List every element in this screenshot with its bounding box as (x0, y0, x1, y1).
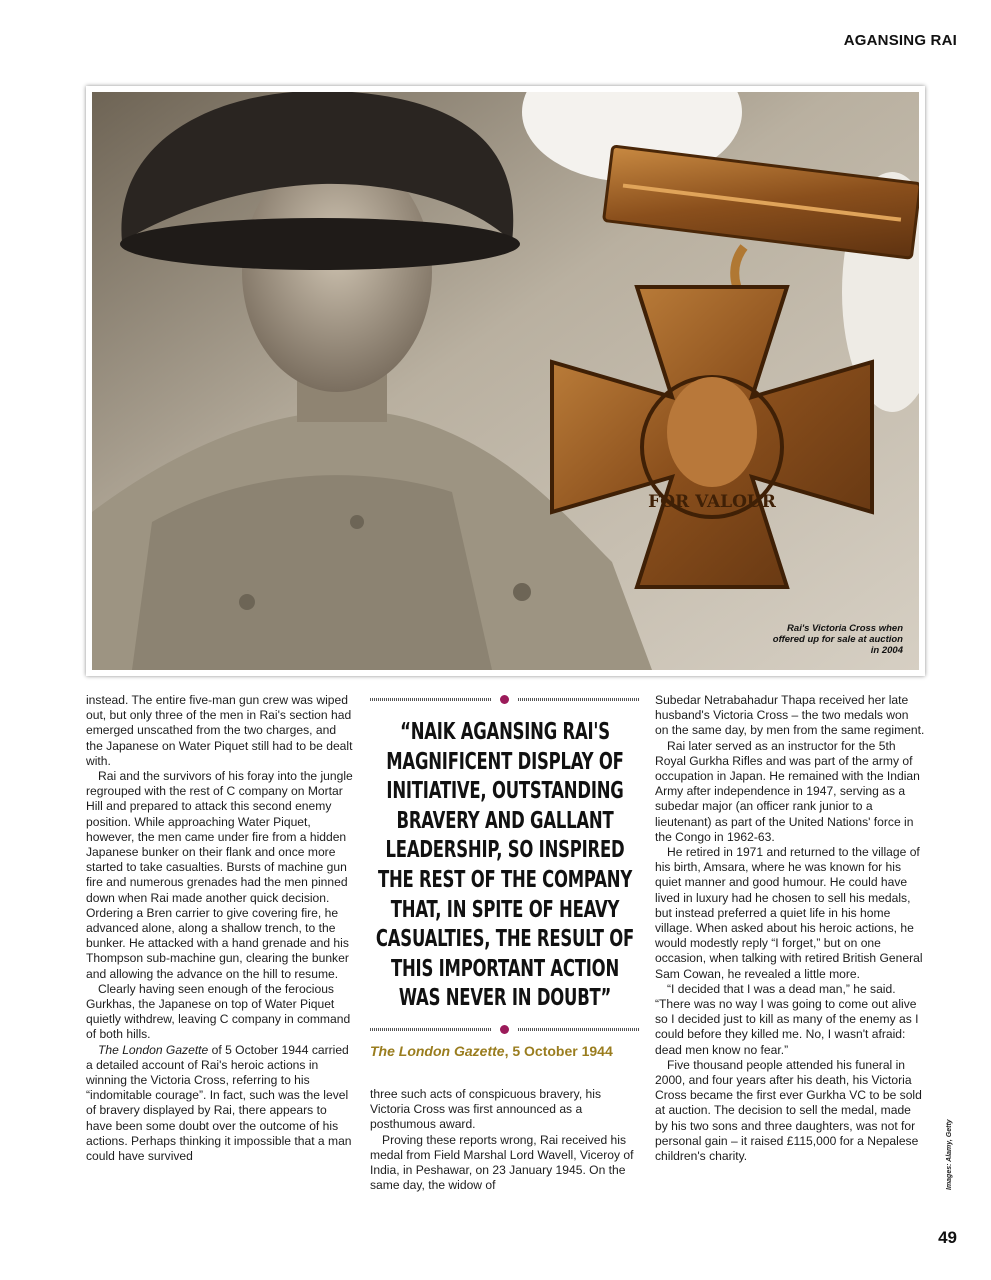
paragraph-text: of 5 October 1944 carried a detailed account of Rai's heroic actions in winning the Victoria Cross, referring to his “indomitable courage”. In fact, such was the level of bravery displayed by Rai, there appears to have been some doubt over the outcome of his actions. Perhaps thinking it impossible that a man could have survived (86, 1042, 352, 1164)
article-column-right (655, 693, 925, 1164)
page-number: 49 (938, 1228, 957, 1247)
paragraph: instead. The entire five-man gun crew was wiped out, but only three of the men in Rai's section had emerged unscathed from the two charges, and the Japanese on Water Piquet still had to be dealt with. (86, 693, 353, 768)
publication-name: The London Gazette (98, 1042, 209, 1057)
paragraph: Subedar Netrabahadur Thapa received her late husband's Victoria Cross – the two medals won on the same day, by men from the same regiment. (655, 693, 925, 738)
article-column-middle (370, 1087, 640, 1193)
source-publication: The London Gazette (370, 1042, 505, 1059)
photo-caption: Rai's Victoria Cross when offered up for sale at auction in 2004 (772, 623, 903, 656)
accent-dot-icon (500, 695, 509, 704)
pull-quote (370, 693, 640, 1059)
quote-divider-bottom (370, 1023, 640, 1035)
medal-inscription: FOR VALOUR (648, 492, 776, 512)
pull-quote-text: “NAIK AGANSING RAI'S MAGNIFICENT DISPLAY OF INITIATIVE, OUTSTANDING BRAVERY AND GALLANT LEADERSHIP, SO INSPIRED THE REST OF THE COMPANY THAT, IN SPITE OF HEAVY CASUALTIES, THE RESULT OF THIS IMPORTANT ACTION WAS NEVER IN DOUBT” (375, 717, 635, 1012)
paragraph: three such acts of conspicuous bravery, his Victoria Cross was first announced as a posthumous award. (370, 1087, 602, 1132)
paragraph (86, 1043, 354, 1165)
pull-quote-source (370, 1043, 640, 1059)
paragraph: “I decided that I was a dead man,” he said. “There was no way I was going to come out alive so I decided just to kill as many of the enemy as I could before they killed me. No, I wasn't afraid: dead men know no fear.” (655, 981, 919, 1057)
paragraph: Proving these reports wrong, Rai received his medal from Field Marshal Lord Wavell, Viceroy of India, in Peshawar, on 23 January 1945. On the same day, the widow of (370, 1132, 634, 1193)
soldier-and-medal-photo (92, 92, 919, 670)
paragraph: Five thousand people attended his funeral in 2000, and four years after his death, his Victoria Cross became the first ever Gurkha VC to be sold at auction. The decision to sell the medal, made by his two sons and three daughters, was not for personal gain – it raised £115,000 for a Nepalese children's charity. (655, 1057, 922, 1164)
image-credit: Images: Alamy, Getty (946, 1119, 953, 1190)
article-column-left (86, 693, 354, 1164)
paragraph: Rai and the survivors of his foray into the jungle regrouped with the rest of C company on Mortar Hill and prepared to attack this second enemy position. While approaching Water Piquet, however, the men came under fire from a hidden Japanese bunker on their flank and once more started to take casualties. Bursts of machine gun fire and numerous grenades had the men pinned down when Rai made another quick decision. Ordering a Bren carrier to give covering fire, he advanced alone, along a shallow trench, to the bunker. He attacked with a hand grenade and his Thompson sub-machine gun, clearing the bunker and allowing the advance on the hill to resume. (86, 769, 353, 981)
paragraph: Clearly having seen enough of the ferocious Gurkhas, the Japanese on top of Water Piquet quietly withdrew, leaving C company in command of both hills. (86, 981, 351, 1042)
section-title: AGANSING RAI (843, 32, 957, 49)
hero-photo (86, 86, 925, 676)
accent-dot-icon (500, 1025, 509, 1034)
source-date: , 5 October 1944 (504, 1042, 613, 1059)
quote-divider-top (370, 693, 640, 705)
paragraph: Rai later served as an instructor for the 5th Royal Gurkha Rifles and was part of the army of occupation in Japan. He remained with the Indian Army after independence in 1947, serving as a subedar major (an officer rank junior to a lieutenant) as part of the United Nations' force in the Congo in 1962-63. (655, 738, 920, 844)
paragraph: He retired in 1971 and returned to the village of his birth, Amsara, where he was known for his quiet manner and good humour. He could have lived in luxury had he chosen to sell his medals, but instead preferred a quiet life in his home village. When asked about his heroic actions, he would modestly reply “I forget,” but on one occasion, when talking with retired British General Sam Cowan, he revealed a little more. (655, 845, 923, 981)
